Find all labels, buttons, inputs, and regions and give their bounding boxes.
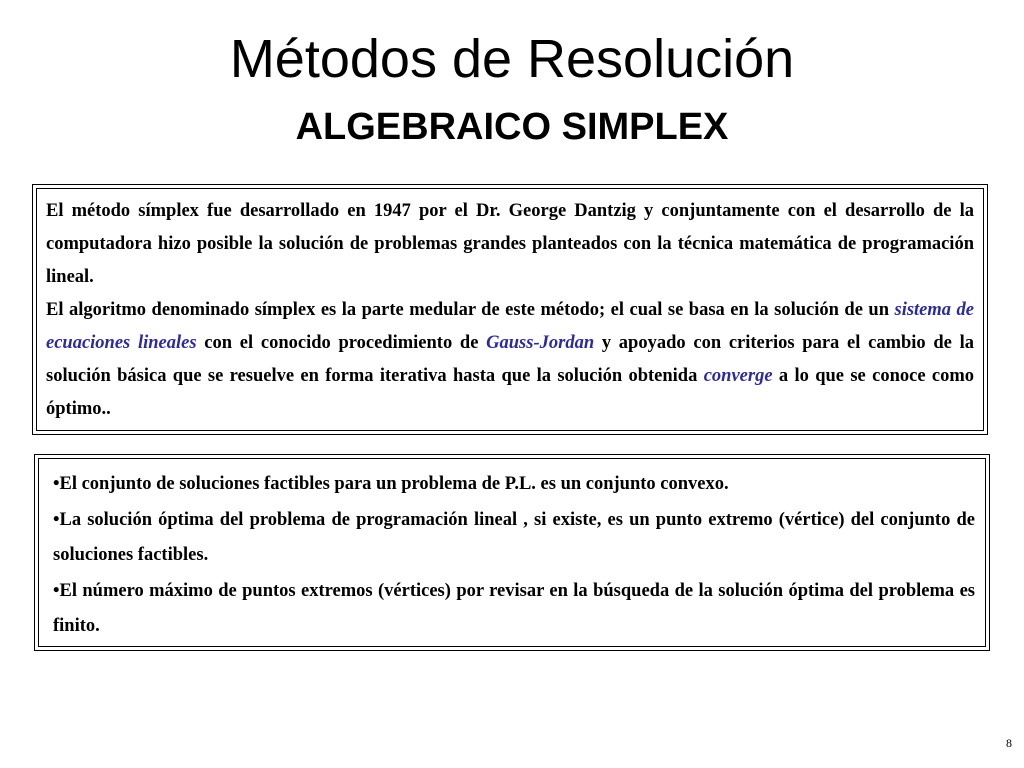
property-bullet-2: •La solución óptima del problema de programación lineal , si existe, es un punto extremo (vértice) del conjunto de soluciones factibles. [53,509,975,565]
intro-text-box [32,184,988,435]
slide-title: Métodos de Resolución [229,29,795,89]
intro-text-box-inner [36,188,984,431]
properties-box-inner [38,458,986,647]
link-sistema-ecuaciones-lineales[interactable]: sistema de ecuaciones lineales [46,300,974,353]
intro-paragraph-2 [46,294,974,426]
intro-p2-text-3: y apoyado con criterios para el cambio de la solución básica que se resuelve en forma iterativa hasta que la solución obtenida [46,333,974,386]
intro-p2-text-2: con el conocido procedimiento de [196,333,487,353]
property-bullet-1: •El conjunto de soluciones factibles para un problema de P.L. es un conjunto convexo. [53,474,729,494]
link-converge[interactable]: converge [703,366,773,386]
slide-subtitle: ALGEBRAICO SIMPLEX [295,106,729,148]
intro-p2-text-1: El algoritmo denominado símplex es la parte medular de este método; el cual se basa en la solución de un [46,300,895,320]
intro-p2-text-4: a lo que se conoce como óptimo.. [46,366,974,419]
property-bullet-3: •El número máximo de puntos extremos (vértices) por revisar en la búsqueda de la solución óptima del problema es finito. [53,580,975,636]
link-gauss-jordan[interactable]: Gauss-Jordan [486,333,595,353]
properties-box [34,454,990,651]
page-number: 8 [1006,736,1012,750]
intro-paragraph-1: El método símplex fue desarrollado en 1947 por el Dr. George Dantzig y conjuntamente con el desarrollo de la computadora hizo posible la solución de problemas grandes planteados con la técnica matemática de programación lineal. [46,201,974,287]
